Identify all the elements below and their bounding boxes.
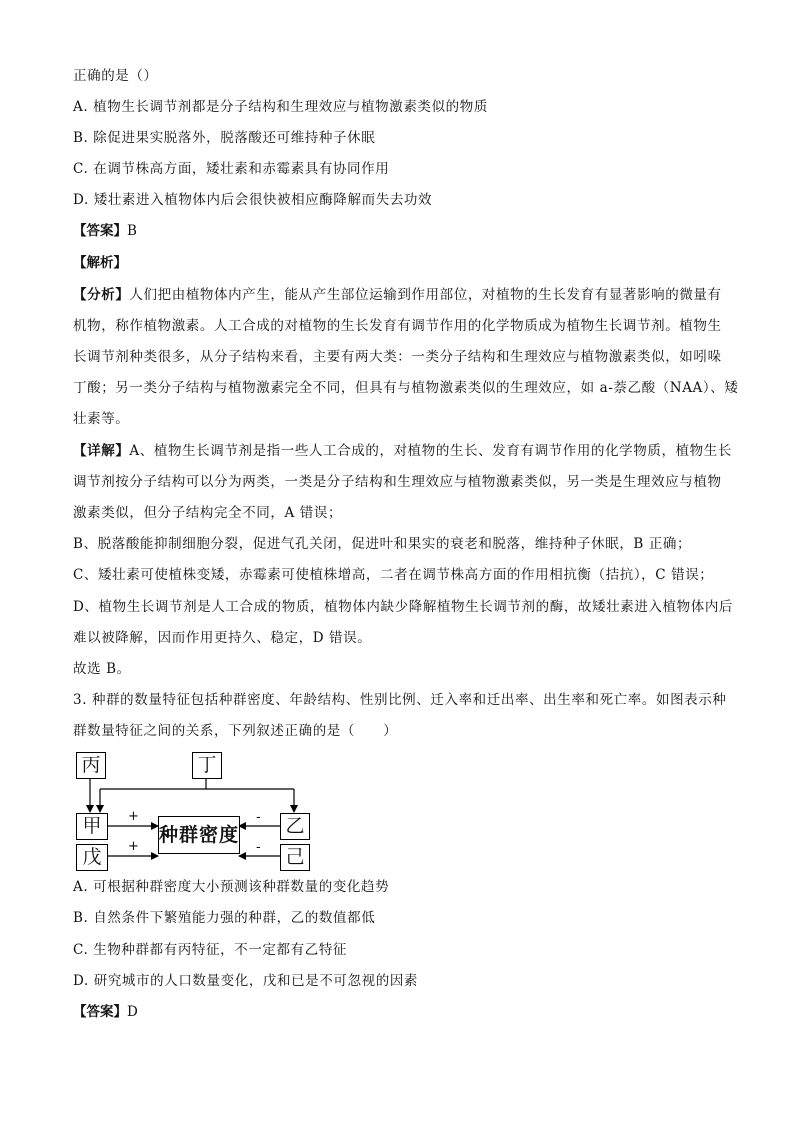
q2-option-d: D. 矮壮素进入植物体内后会很快被相应酶降解而失去功效 <box>73 192 433 208</box>
sign-minus-ji: - <box>256 840 261 855</box>
fenxi-line-2: 机物，称作植物激素。人工合成的对植物的生长发育有调节作用的化学物质成为植物生长调节剂。植物生 <box>73 318 722 334</box>
answer-value: B <box>127 223 137 239</box>
answer-tag: 【 答案 】 <box>73 221 127 241</box>
q2-answer <box>73 221 137 241</box>
sign-minus-yi: - <box>256 810 261 825</box>
fenxi-line-5: 壮素等。 <box>73 411 130 427</box>
xiangjie-line-3: 激素类似，但分子结构完全不同，A 错误； <box>73 505 343 521</box>
xiangjie-line-7: 难以被降解，因而作用更持久、稳定，D 错误。 <box>73 630 372 646</box>
xiangjie-line-6: D、植物生长调节剂是人工合成的物质，植物体内缺少降解植物生长调节剂的酶，故矮壮素进入植物体内后 <box>73 599 734 615</box>
xiangjie-line-5: C、矮壮素可使植株变矮，赤霉素可使植株增高，二者在调节株高方面的作用相抗衡（拮抗），C 错误； <box>73 567 714 583</box>
q2-stem: 正确的是（） <box>73 68 158 84</box>
box-jia: 甲 <box>76 813 108 840</box>
xiangjie-line-2: 调节剂按分子结构可以分为两类，一类是分子结构和生理效应与植物激素类似，另一类是生理效应与植物 <box>73 474 722 490</box>
q2-analysis-heading <box>73 253 127 273</box>
fenxi-line-4: 丁酸；另一类分子结构与植物激素完全不同，但具有与植物激素类似的生理效应，如 a-萘乙酸（NAA）、矮 <box>73 380 739 396</box>
answer-value: D <box>127 1004 138 1020</box>
fenxi-line-3: 长调节剂种类很多，从分子结构来看，主要有两大类：一类分子结构和生理效应与植物激素类似，如吲哚 <box>73 349 722 365</box>
sign-plus-wu: + <box>128 839 139 854</box>
xiangjie-line-1: 【 详解 】 A、植物生长调节剂是指一些人工合成的，对植物的生长、发育有调节作用的化学物质，植物生长 <box>73 441 732 461</box>
answer-tag: 【 答案 】 <box>73 1002 127 1022</box>
q3-option-c: C. 生物种群都有丙特征，不一定都有乙特征 <box>73 942 348 958</box>
fenxi-tag: 【 分析 】 <box>73 285 129 305</box>
box-ji: 己 <box>280 844 310 871</box>
box-bing: 丙 <box>76 752 106 779</box>
q2-option-b: B. 除促进果实脱落外，脱落酸还可维持种子休眠 <box>73 130 376 146</box>
q3-stem-line-1: 3. 种群的数量特征包括种群密度、年龄结构、性别比例、迁入率和迁出率、出生率和死亡率。如图表示种 <box>73 692 727 708</box>
population-diagram <box>74 752 314 870</box>
q3-option-b: B. 自然条件下繁殖能力强的种群，乙的数值都低 <box>73 910 376 926</box>
sign-plus-jia: + <box>128 809 139 824</box>
xiangjie-tag: 【 详解 】 <box>73 441 129 461</box>
fenxi-line-1: 【 分析 】 人们把由植物体内产生，能从产生部位运输到作用部位，对植物的生长发育有显著影响的微量有 <box>73 285 722 305</box>
q3-option-d: D. 研究城市的人口数量变化，戊和已是不可忽视的因素 <box>73 973 419 989</box>
box-population-density: 种群密度 <box>158 816 240 854</box>
box-yi: 乙 <box>280 813 310 840</box>
q2-option-c: C. 在调节株高方面，矮壮素和赤霉素具有协同作用 <box>73 161 390 177</box>
q3-stem-line-2: 群数量特征之间的关系，下列叙述正确的是（ ） <box>73 723 398 739</box>
box-ding: 丁 <box>192 752 222 779</box>
xiangjie-line-4: B、脱落酸能抑制细胞分裂，促进气孔关闭，促进叶和果实的衰老和脱落，维持种子休眠，B 正确； <box>73 536 692 552</box>
box-wu: 戊 <box>76 844 108 871</box>
q3-option-a: A. 可根据种群密度大小预测该种群数量的变化趋势 <box>73 879 390 895</box>
q2-conclusion: 故选 B。 <box>73 661 131 677</box>
q2-option-a: A. 植物生长调节剂都是分子结构和生理效应与植物激素类似的物质 <box>73 99 488 115</box>
q3-answer <box>73 1002 138 1022</box>
analysis-tag: 【 解析 】 <box>73 253 127 273</box>
